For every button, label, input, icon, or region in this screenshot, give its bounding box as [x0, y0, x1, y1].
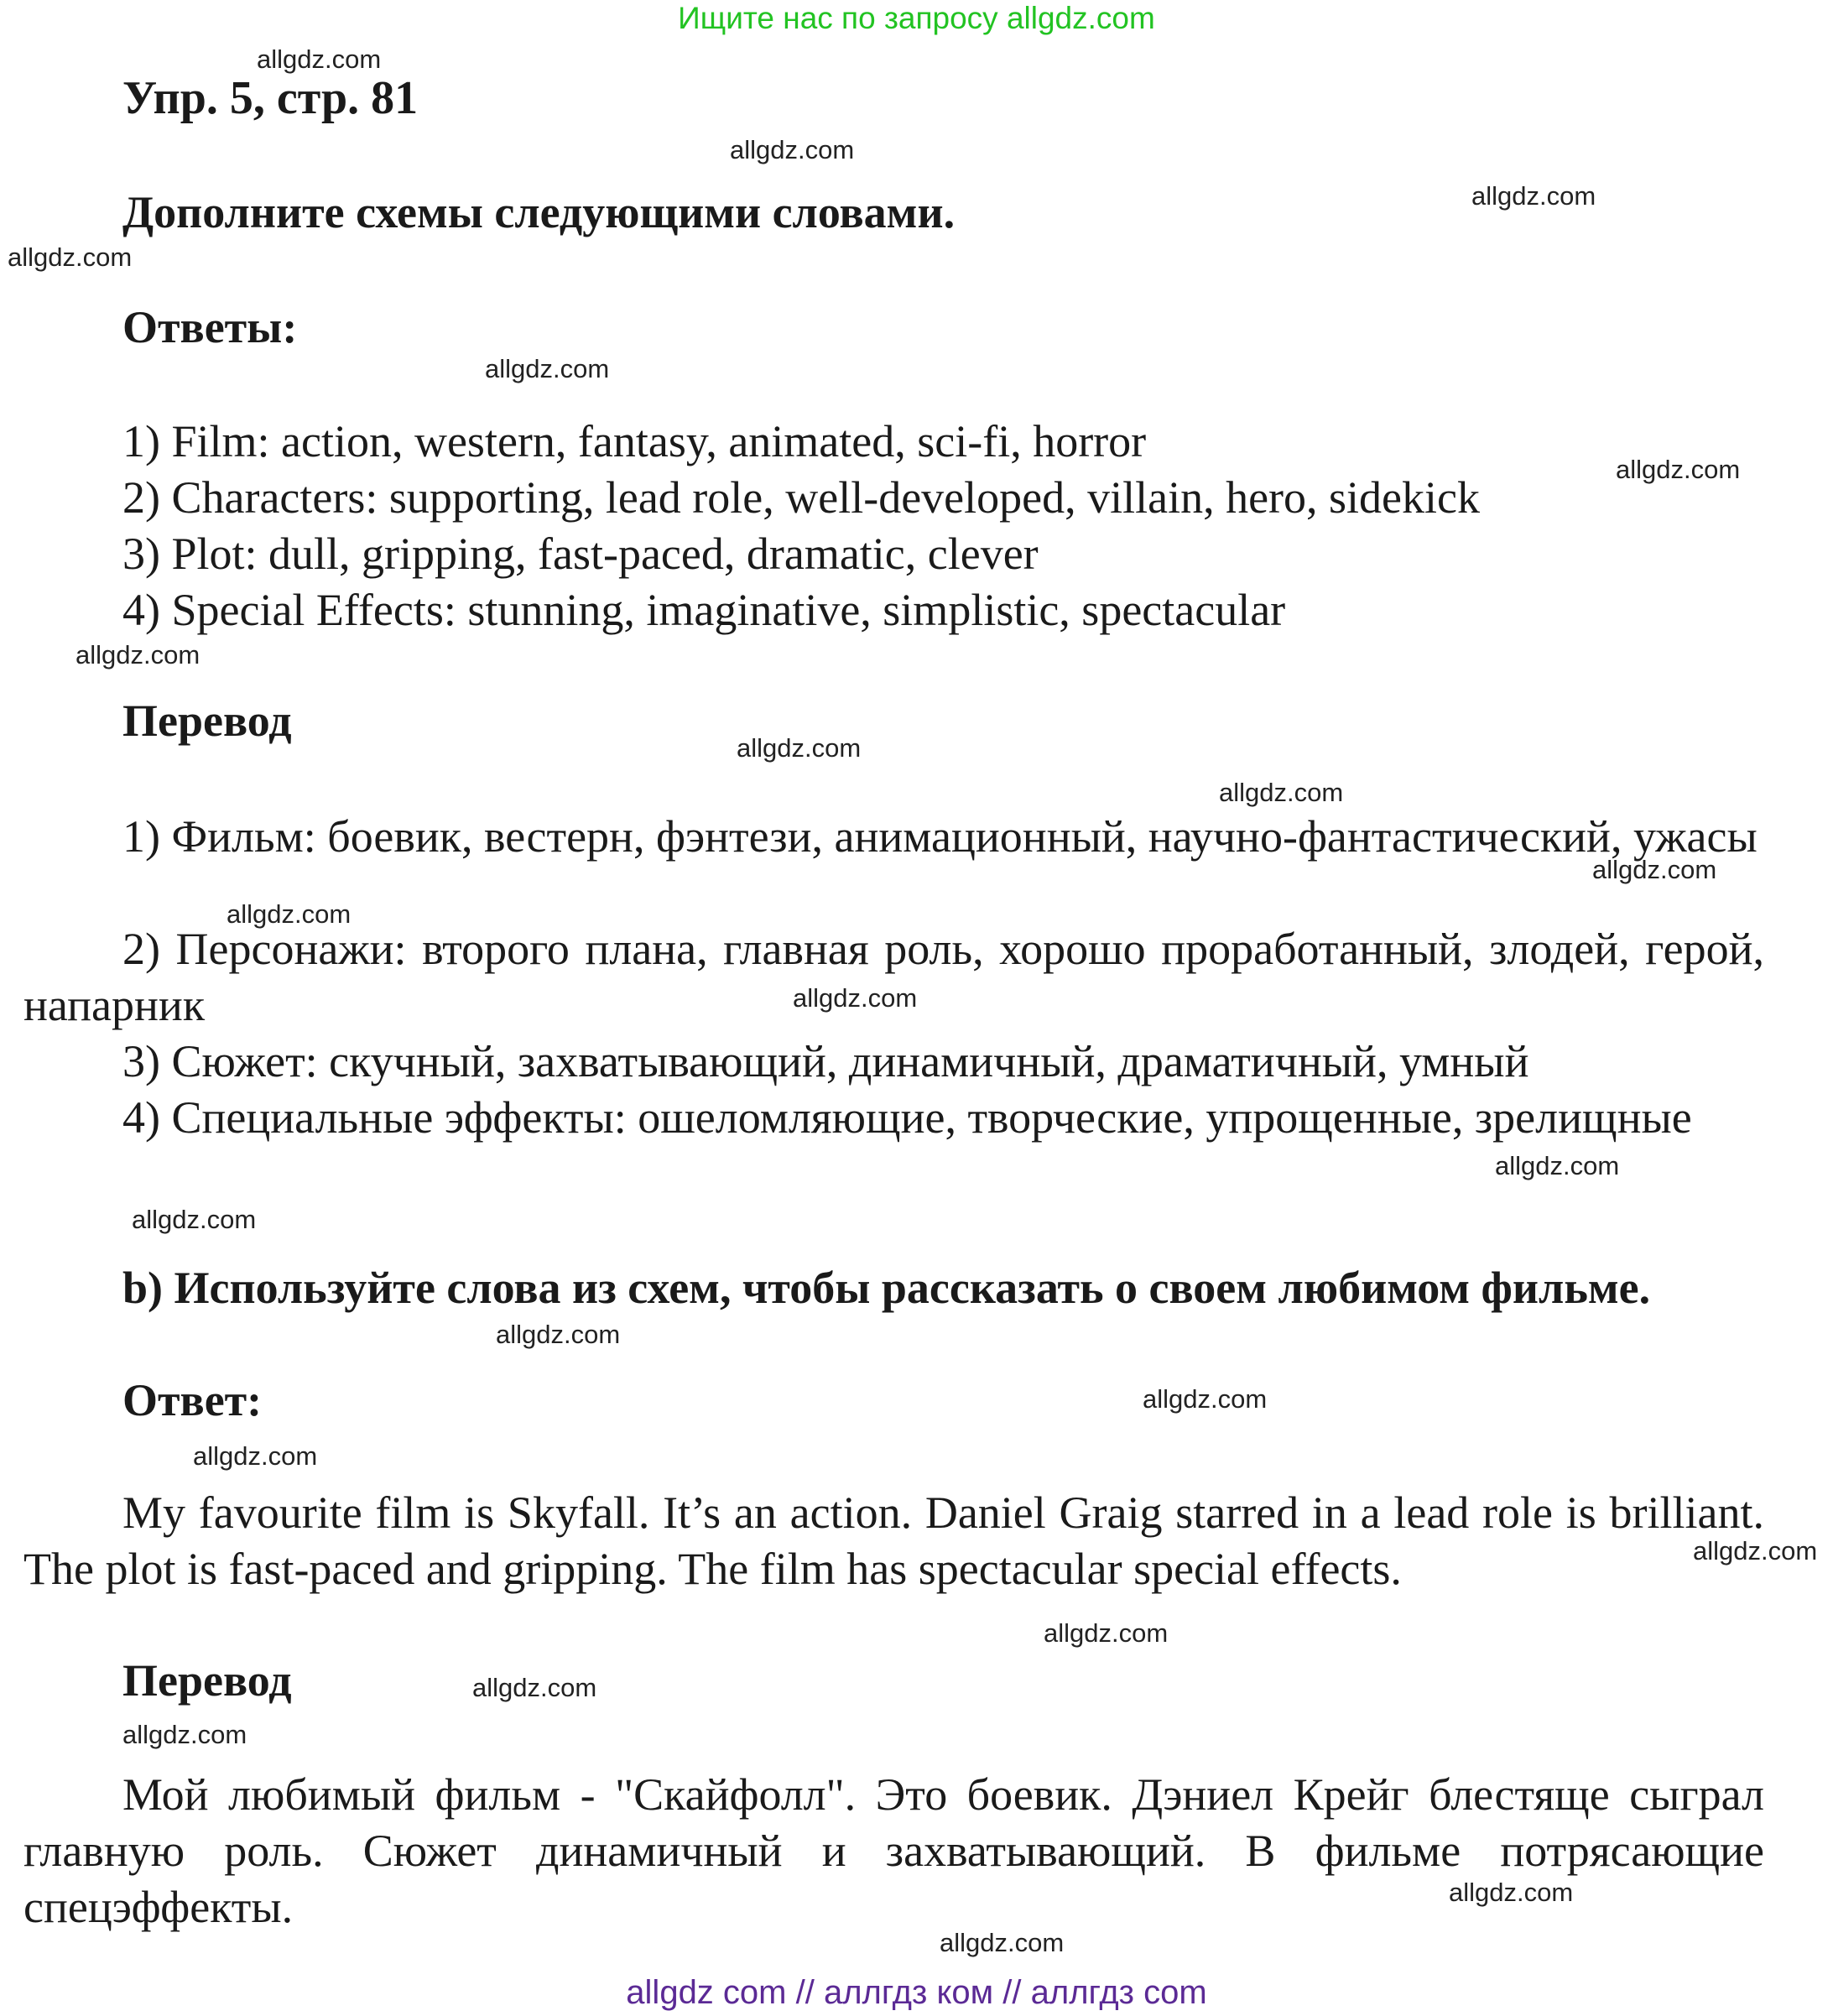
task-b-heading: b) Используйте слова из схем, чтобы рассказать о своем любимом фильме. [122, 1263, 1651, 1313]
watermark: allgdz.com [1219, 778, 1344, 807]
watermark: allgdz.com [227, 899, 351, 929]
watermark: allgdz.com [1471, 181, 1596, 211]
watermark: allgdz.com [940, 1928, 1065, 1957]
search-banner: Ищите нас по запросу allgdz.com [678, 1, 1155, 35]
watermark: allgdz.com [1495, 1151, 1620, 1180]
watermark: allgdz.com [496, 1320, 621, 1349]
watermark: allgdz.com [1449, 1878, 1574, 1907]
answer-paragraph: My favourite film is Skyfall. It’s an action. Daniel Graig starred in a lead role is brilliant. The plot is fast-paced and gripping. The film has spectacular special effects. [23, 1487, 1764, 1594]
watermark: allgdz.com [1693, 1536, 1818, 1565]
translation-heading-2: Перевод [122, 1655, 292, 1706]
watermark: allgdz.com [122, 1720, 247, 1749]
watermark: allgdz.com [257, 44, 382, 74]
watermark: allgdz.com [76, 640, 200, 669]
watermark: allgdz.com [737, 733, 862, 763]
watermark: allgdz.com [793, 983, 918, 1013]
watermark: allgdz.com [1044, 1618, 1169, 1648]
answer-heading: Ответ: [122, 1375, 263, 1425]
watermark: allgdz.com [472, 1673, 597, 1702]
answer-translation-paragraph: Мой любимый фильм - "Скайфолл". Это боевик. Дэниел Крейг блестяще сыграл главную роль. Сюжет динамичный и захватывающий. В фильме потрясающие спецэффекты. [23, 1769, 1764, 1932]
watermark: allgdz.com [132, 1205, 257, 1234]
translation-item-film: 1) Фильм: боевик, вестерн, фэнтези, анимационный, научно-фантастический, ужасы [122, 811, 1757, 862]
watermark: allgdz.com [485, 354, 610, 383]
watermark: allgdz.com [1592, 855, 1717, 884]
footer-watermark: allgdz com // аллгдз ком // аллгдз com [626, 1974, 1207, 2011]
translation-item-plot: 3) Сюжет: скучный, захватывающий, динамичный, драматичный, умный [122, 1036, 1529, 1086]
exercise-title: Упр. 5, стр. 81 [122, 72, 419, 124]
translation-item-characters: 2) Персонажи: второго плана, главная роль, хорошо проработанный, злодей, герой, напарник [23, 924, 1764, 1030]
watermark: allgdz.com [1143, 1384, 1268, 1414]
translation-heading-1: Перевод [122, 695, 292, 746]
answer-item-film: 1) Film: action, western, fantasy, animated, sci-fi, horror [122, 416, 1147, 466]
watermark: allgdz.com [8, 242, 133, 272]
answers-heading: Ответы: [122, 302, 298, 352]
watermark: allgdz.com [1616, 455, 1741, 484]
task-a-heading: Дополните схемы следующими словами. [122, 187, 956, 237]
answer-item-characters: 2) Characters: supporting, lead role, well-developed, villain, hero, sidekick [122, 472, 1480, 523]
watermark: allgdz.com [193, 1441, 318, 1471]
translation-item-special-effects: 4) Специальные эффекты: ошеломляющие, творческие, упрощенные, зрелищные [122, 1092, 1692, 1143]
answer-item-plot: 3) Plot: dull, gripping, fast-paced, dramatic, clever [122, 529, 1039, 579]
answer-item-special-effects: 4) Special Effects: stunning, imaginative, simplistic, spectacular [122, 585, 1286, 635]
watermark: allgdz.com [730, 135, 855, 164]
